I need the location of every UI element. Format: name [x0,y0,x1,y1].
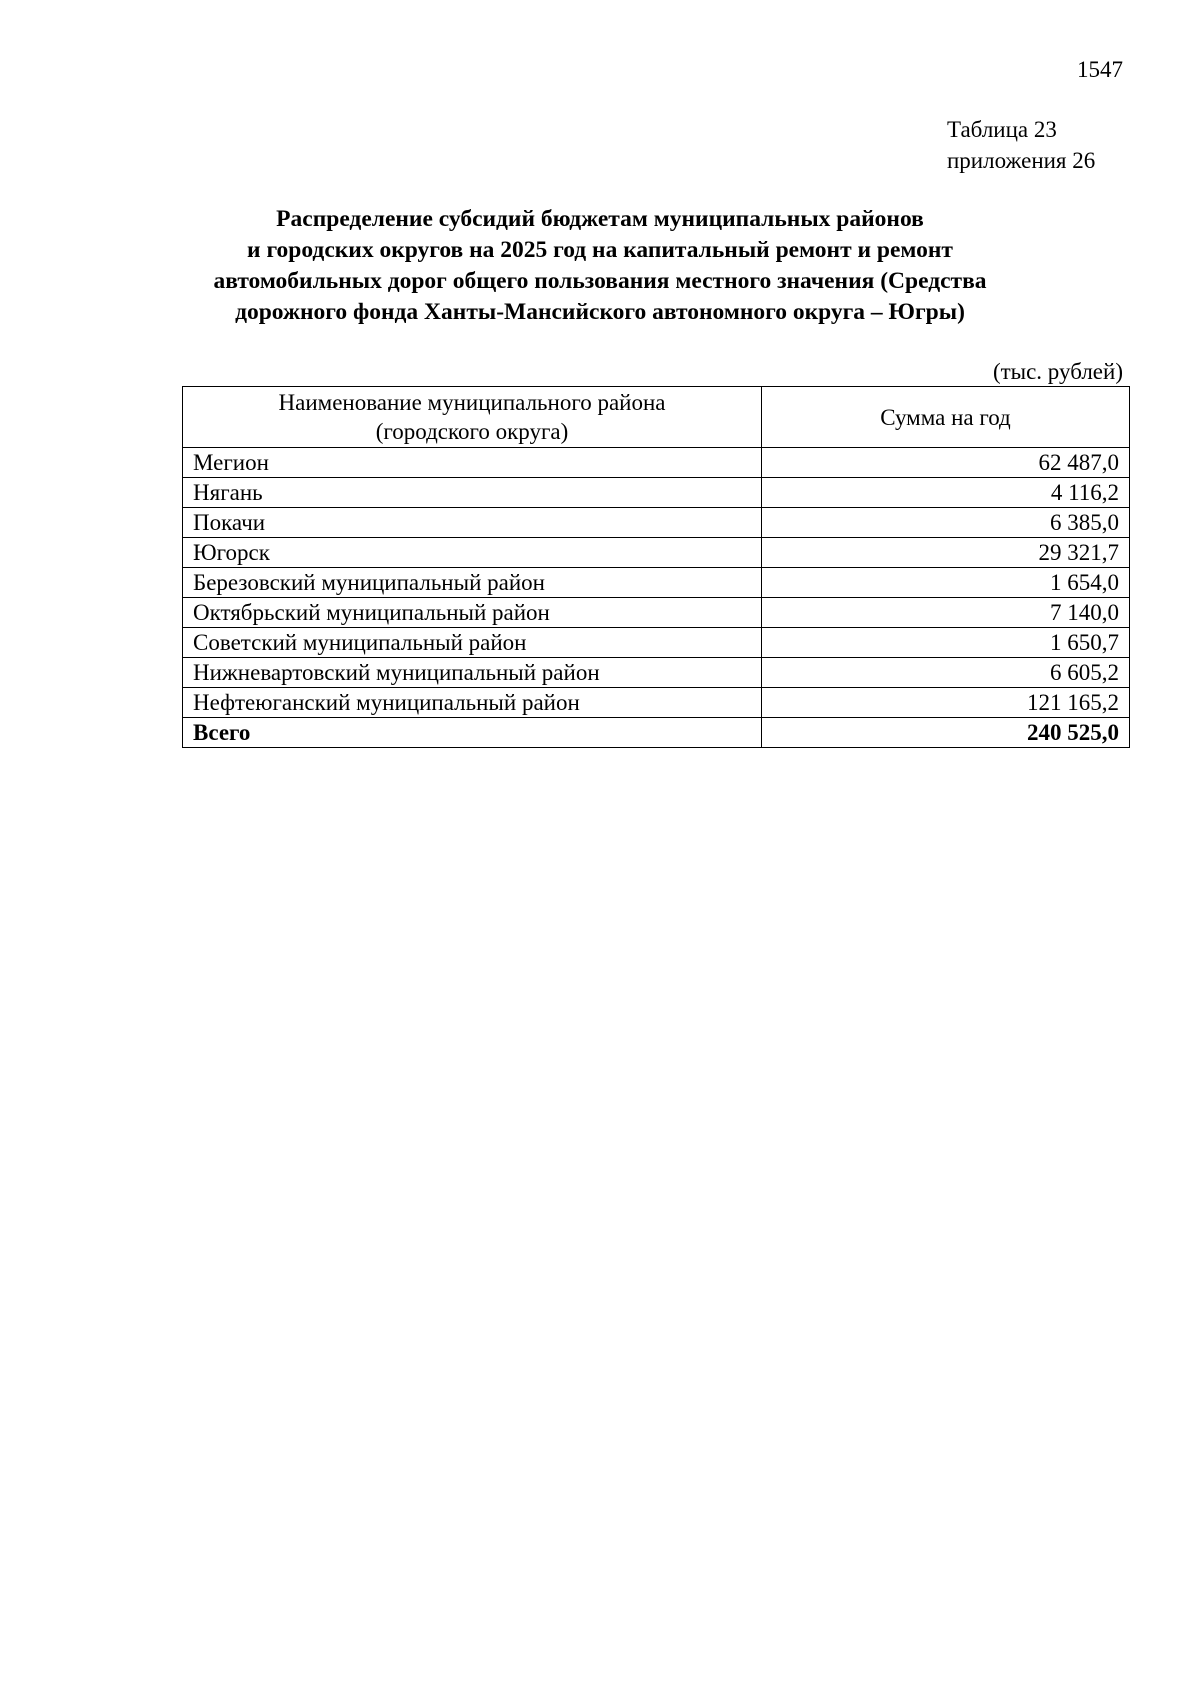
cell-sum: 4 116,2 [762,478,1130,508]
subsidy-table [182,386,1130,748]
cell-total-label: Всего [183,718,762,748]
cell-municipality: Октябрьский муниципальный район [183,598,762,628]
page-number: 1547 [1077,57,1123,82]
header-municipality-line-2: (городского округа) [375,419,569,444]
header-municipality-line-1: Наименование муниципального района [278,390,666,415]
header-sum: Сумма на год [762,387,1130,448]
table-reference-line-2: приложения 26 [947,148,1096,173]
cell-municipality: Нижневартовский муниципальный район [183,658,762,688]
table-row [183,508,1130,538]
document-title-line-2: и городских округов на 2025 год на капитальный ремонт и ремонт [247,237,953,263]
cell-sum: 1 654,0 [762,568,1130,598]
header-municipality [183,387,762,448]
document-title-line-4: дорожного фонда Ханты-Мансийского автономного округа – Югры) [235,299,965,325]
cell-sum: 1 650,7 [762,628,1130,658]
cell-total-sum: 240 525,0 [762,718,1130,748]
table-row [183,478,1130,508]
cell-municipality: Нефтеюганский муниципальный район [183,688,762,718]
table-row [183,598,1130,628]
table-body [183,448,1130,748]
table-header-row [183,387,1130,448]
document-title [150,204,1050,328]
cell-municipality: Мегион [183,448,762,478]
cell-sum: 29 321,7 [762,538,1130,568]
units-label: (тыс. рублей) [992,359,1123,384]
table-total-row [183,718,1130,748]
table-reference-line-1: Таблица 23 [947,117,1057,142]
cell-sum: 62 487,0 [762,448,1130,478]
table-row [183,568,1130,598]
table-row [183,628,1130,658]
cell-municipality: Покачи [183,508,762,538]
table-row [183,688,1130,718]
document-title-line-3: автомобильных дорог общего пользования местного значения (Средства [213,268,987,294]
cell-municipality: Березовский муниципальный район [183,568,762,598]
cell-municipality: Нягань [183,478,762,508]
cell-sum: 6 385,0 [762,508,1130,538]
cell-municipality: Советский муниципальный район [183,628,762,658]
table-row [183,658,1130,688]
cell-sum: 7 140,0 [762,598,1130,628]
cell-sum: 121 165,2 [762,688,1130,718]
cell-municipality: Югорск [183,538,762,568]
table-row [183,448,1130,478]
document-title-line-1: Распределение субсидий бюджетам муниципальных районов [276,206,924,232]
table-reference [947,114,1095,176]
table-row [183,538,1130,568]
cell-sum: 6 605,2 [762,658,1130,688]
